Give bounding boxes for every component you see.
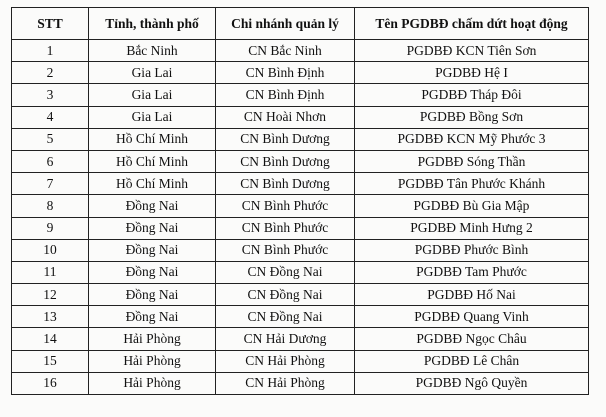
cell-stt: 1: [12, 40, 89, 62]
cell-branch: CN Bình Dương: [216, 128, 355, 150]
cell-province: Gia Lai: [89, 62, 216, 84]
cell-branch: CN Bình Dương: [216, 173, 355, 195]
closed-offices-table: [11, 7, 589, 395]
cell-branch: CN Đồng Nai: [216, 261, 355, 283]
cell-branch: CN Bắc Ninh: [216, 40, 355, 62]
cell-stt: 8: [12, 195, 89, 217]
cell-stt: 12: [12, 284, 89, 306]
cell-branch: CN Đồng Nai: [216, 306, 355, 328]
cell-branch: CN Bình Phước: [216, 195, 355, 217]
cell-office: PGDBĐ Hệ I: [355, 62, 589, 84]
table-row: [12, 84, 589, 106]
table-row: [12, 40, 589, 62]
cell-branch: CN Hoài Nhơn: [216, 106, 355, 128]
cell-province: Hồ Chí Minh: [89, 173, 216, 195]
cell-office: PGDBĐ Tam Phước: [355, 261, 589, 283]
header-province: Tỉnh, thành phố: [89, 8, 216, 40]
cell-office: PGDBĐ Minh Hưng 2: [355, 217, 589, 239]
table-row: [12, 372, 589, 394]
cell-province: Gia Lai: [89, 106, 216, 128]
cell-stt: 14: [12, 328, 89, 350]
cell-office: PGDBĐ Bù Gia Mập: [355, 195, 589, 217]
cell-branch: CN Đồng Nai: [216, 284, 355, 306]
table-row: [12, 306, 589, 328]
cell-province: Bắc Ninh: [89, 40, 216, 62]
cell-branch: CN Bình Phước: [216, 239, 355, 261]
table-row: [12, 350, 589, 372]
cell-stt: 13: [12, 306, 89, 328]
header-office: Tên PGDBĐ chấm dứt hoạt động: [355, 8, 589, 40]
cell-office: PGDBĐ Tân Phước Khánh: [355, 173, 589, 195]
cell-province: Gia Lai: [89, 84, 216, 106]
table-row: [12, 239, 589, 261]
cell-branch: CN Hải Dương: [216, 328, 355, 350]
cell-office: PGDBĐ KCN Mỹ Phước 3: [355, 128, 589, 150]
cell-stt: 4: [12, 106, 89, 128]
cell-province: Hải Phòng: [89, 328, 216, 350]
cell-stt: 6: [12, 150, 89, 172]
cell-office: PGDBĐ Bồng Sơn: [355, 106, 589, 128]
table-row: [12, 284, 589, 306]
cell-office: PGDBĐ KCN Tiên Sơn: [355, 40, 589, 62]
cell-branch: CN Bình Định: [216, 62, 355, 84]
cell-office: PGDBĐ Lê Chân: [355, 350, 589, 372]
cell-stt: 3: [12, 84, 89, 106]
cell-province: Hồ Chí Minh: [89, 150, 216, 172]
cell-branch: CN Bình Phước: [216, 217, 355, 239]
cell-province: Hồ Chí Minh: [89, 128, 216, 150]
cell-province: Đồng Nai: [89, 284, 216, 306]
cell-province: Đồng Nai: [89, 217, 216, 239]
table-row: [12, 62, 589, 84]
cell-office: PGDBĐ Quang Vinh: [355, 306, 589, 328]
table-row: [12, 217, 589, 239]
cell-stt: 7: [12, 173, 89, 195]
table-row: [12, 328, 589, 350]
cell-stt: 10: [12, 239, 89, 261]
table-header-row: [12, 8, 589, 40]
cell-office: PGDBĐ Ngọc Châu: [355, 328, 589, 350]
table-row: [12, 106, 589, 128]
cell-stt: 2: [12, 62, 89, 84]
cell-province: Hải Phòng: [89, 350, 216, 372]
cell-province: Đồng Nai: [89, 306, 216, 328]
cell-branch: CN Bình Định: [216, 84, 355, 106]
table-row: [12, 150, 589, 172]
cell-stt: 5: [12, 128, 89, 150]
cell-office: PGDBĐ Tháp Đôi: [355, 84, 589, 106]
cell-office: PGDBĐ Ngô Quyền: [355, 372, 589, 394]
cell-stt: 9: [12, 217, 89, 239]
cell-stt: 11: [12, 261, 89, 283]
table-body: [12, 40, 589, 395]
cell-office: PGDBĐ Phước Bình: [355, 239, 589, 261]
cell-branch: CN Hải Phòng: [216, 372, 355, 394]
cell-province: Đồng Nai: [89, 261, 216, 283]
cell-office: PGDBĐ Hố Nai: [355, 284, 589, 306]
cell-branch: CN Hải Phòng: [216, 350, 355, 372]
cell-branch: CN Bình Dương: [216, 150, 355, 172]
table-row: [12, 195, 589, 217]
cell-stt: 15: [12, 350, 89, 372]
cell-province: Đồng Nai: [89, 195, 216, 217]
header-branch: Chi nhánh quản lý: [216, 8, 355, 40]
cell-office: PGDBĐ Sóng Thần: [355, 150, 589, 172]
table-row: [12, 261, 589, 283]
red-stamp-fragment: [580, 40, 606, 130]
cell-province: Đồng Nai: [89, 239, 216, 261]
header-stt: STT: [12, 8, 89, 40]
cell-stt: 16: [12, 372, 89, 394]
table-row: [12, 173, 589, 195]
table-row: [12, 128, 589, 150]
cell-province: Hải Phòng: [89, 372, 216, 394]
